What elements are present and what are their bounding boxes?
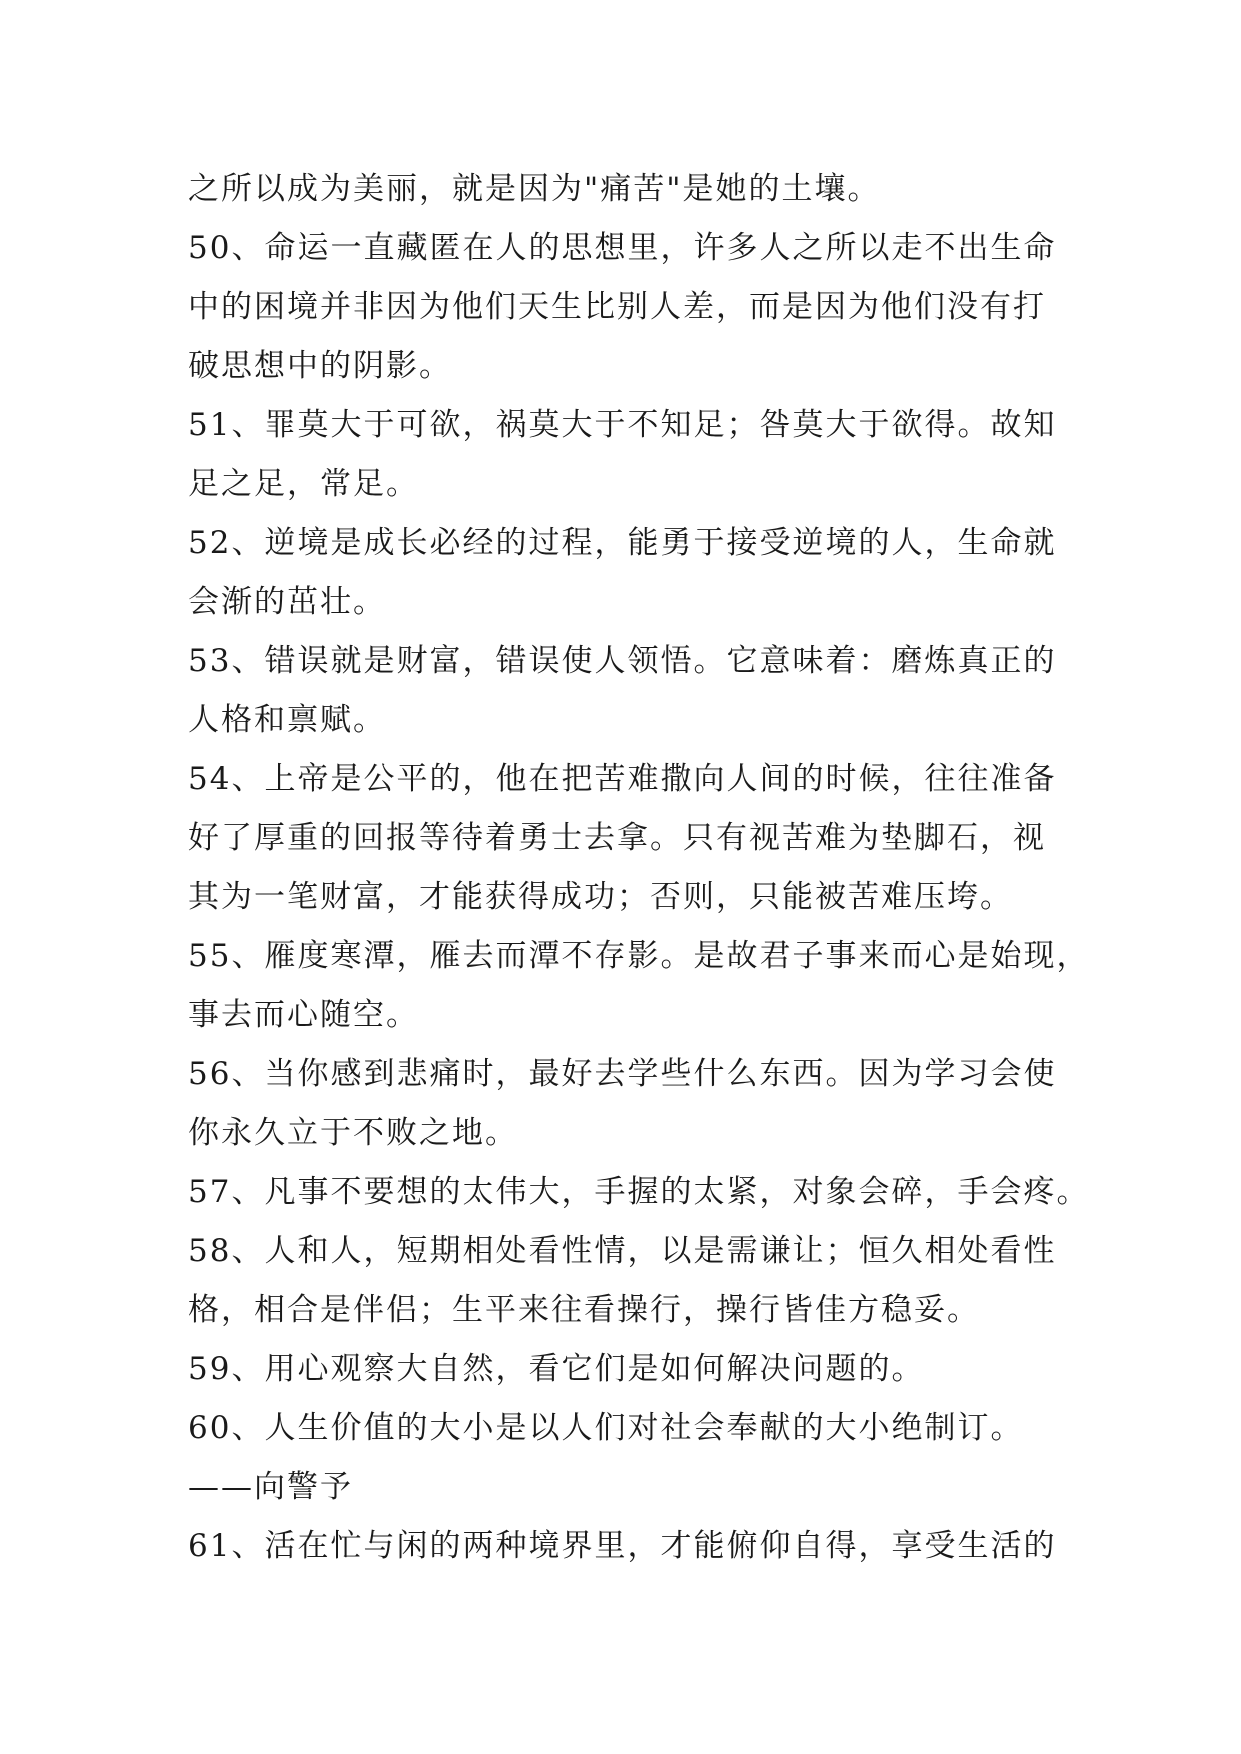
text-line: 59、用心观察大自然，看它们是如何解决问题的。 <box>188 1351 925 1387</box>
text-line: 61、活在忙与闲的两种境界里，才能俯仰自得，享受生活的 <box>188 1528 1057 1564</box>
text-line: 60、人生价值的大小是以人们对社会奉献的大小绝制订。 <box>188 1410 1024 1446</box>
attribution-line: ——向警予 <box>188 1469 353 1505</box>
text-line: 58、人和人，短期相处看性情，以是需谦让；恒久相处看性 <box>188 1233 1057 1269</box>
text-line: 好了厚重的回报等待着勇士去拿。只有视苦难为垫脚石，视 <box>188 820 1046 856</box>
text-line: 你永久立于不败之地。 <box>188 1115 518 1151</box>
text-line: 足之足，常足。 <box>188 466 419 502</box>
text-line: 之所以成为美丽，就是因为"痛苦"是她的土壤。 <box>188 171 881 207</box>
text-line: 50、命运一直藏匿在人的思想里，许多人之所以走不出生命 <box>188 230 1057 266</box>
text-line: 其为一笔财富，才能获得成功；否则，只能被苦难压垮。 <box>188 879 1013 915</box>
text-line: 破思想中的阴影。 <box>188 348 452 384</box>
text-line: 54、上帝是公平的，他在把苦难撒向人间的时候，往往准备 <box>188 761 1057 797</box>
text-line: 51、罪莫大于可欲，祸莫大于不知足；咎莫大于欲得。故知 <box>188 407 1057 443</box>
text-line: 52、逆境是成长必经的过程，能勇于接受逆境的人，生命就 <box>188 525 1057 561</box>
text-line: 人格和禀赋。 <box>188 702 386 738</box>
text-line: 53、错误就是财富，错误使人领悟。它意味着：磨炼真正的 <box>188 643 1057 679</box>
text-line: 56、当你感到悲痛时，最好去学些什么东西。因为学习会使 <box>188 1056 1057 1092</box>
text-line: 55、雁度寒潭，雁去而潭不存影。是故君子事来而心是始现， <box>188 938 1090 974</box>
text-line: 中的困境并非因为他们天生比别人差，而是因为他们没有打 <box>188 289 1046 325</box>
text-line: 格，相合是伴侣；生平来往看操行，操行皆佳方稳妥。 <box>188 1292 980 1328</box>
quote-text-block <box>188 160 1090 1576</box>
text-line: 事去而心随空。 <box>188 997 419 1033</box>
text-line: 会渐的茁壮。 <box>188 584 386 620</box>
text-line: 57、凡事不要想的太伟大，手握的太紧，对象会碎，手会疼。 <box>188 1174 1090 1210</box>
